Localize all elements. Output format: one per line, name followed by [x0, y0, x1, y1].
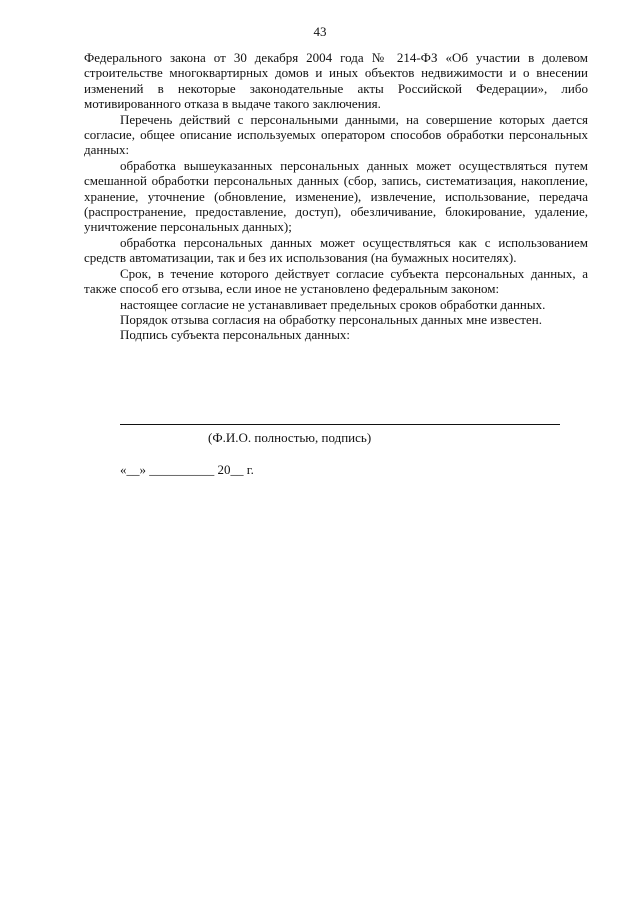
paragraph-signature-label: Подпись субъекта персональных данных:	[120, 327, 351, 343]
signature-line	[120, 424, 560, 425]
signature-caption: (Ф.И.О. полностью, подпись)	[208, 430, 372, 445]
paragraph-actions-list: Перечень действий с персональными данными, на совершение которых дается согласие, общее описание используемых оператором способов обработки персональных данных:	[84, 111, 588, 158]
page-number: 43	[313, 24, 327, 39]
paragraph-consent-term: Срок, в течение которого действует согласие субъекта персональных данных, а также способ его отзыва, если иное не установлено федеральным законом:	[84, 265, 588, 297]
date-line: «__» __________ 20__ г.	[120, 462, 254, 477]
paragraph-revocation: Порядок отзыва согласия на обработку персональных данных мне известен.	[120, 311, 542, 327]
paragraph-no-limit: настоящее согласие не устанавливает предельных сроков обработки данных.	[120, 296, 546, 312]
paragraph-automation: обработка персональных данных может осуществляться как с использованием средств автоматизации, так и без их использования (на бумажных носителях).	[84, 234, 588, 266]
signature-block	[120, 424, 560, 446]
paragraph-federal-law: Федерального закона от 30 декабря 2004 года № 214-ФЗ «Об участии в долевом строительстве многоквартирных домов и иных объектов недвижимости и о внесении изменений в некоторые законодательные акты Российской Федерации», либо мотивированного отказа в выдаче такого заключения.	[84, 50, 588, 112]
document-body	[84, 50, 588, 343]
paragraph-mixed-processing: обработка вышеуказанных персональных данных может осуществляться путем смешанной обработки персональных данных (сбор, запись, систематизация, накопление, хранение, уточнение (обновление, изменение), извлечение, использование, передача (распространение, предоставление, доступ), обезличивание, блокирование, удаление, уничтожение персональных данных);	[84, 157, 588, 235]
